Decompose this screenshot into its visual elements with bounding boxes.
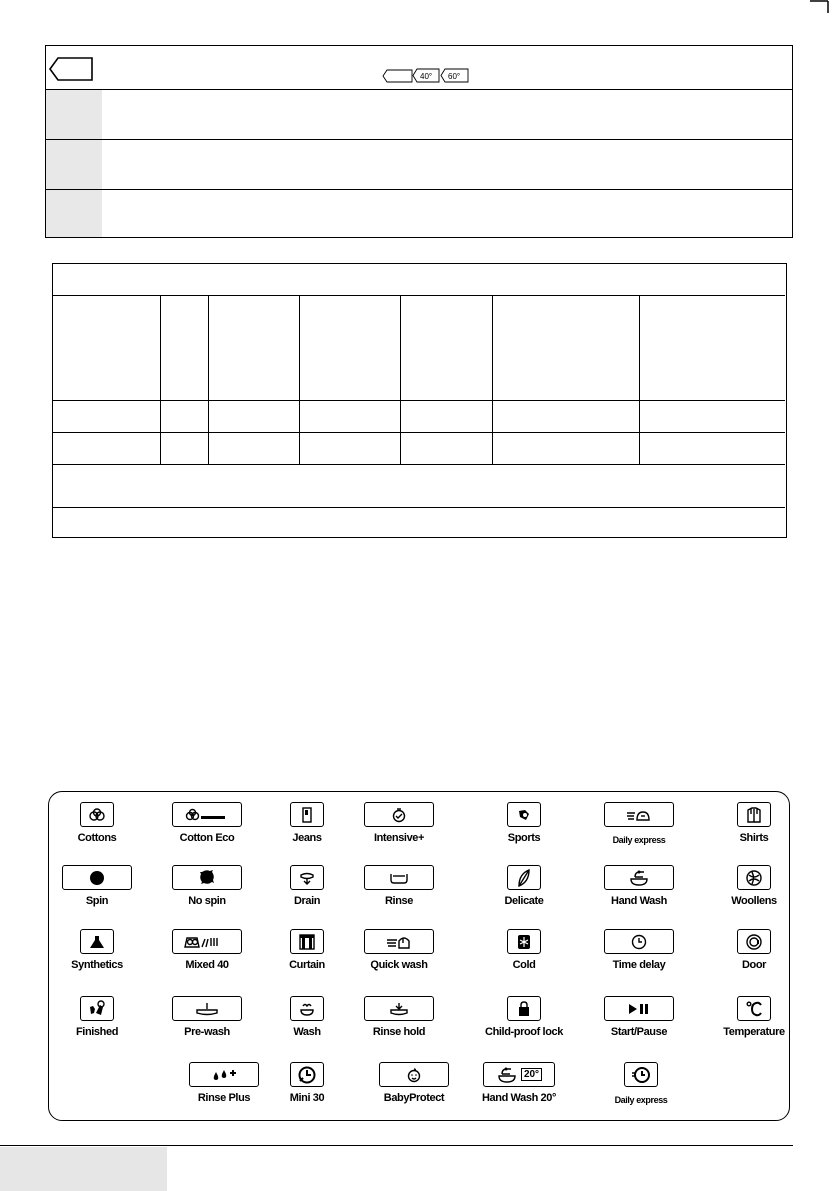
quick-wash-label: Quick wash bbox=[370, 959, 428, 971]
sports-symbol-box bbox=[507, 802, 541, 827]
quick-wash-symbol-box bbox=[364, 929, 434, 954]
woollens-symbol-box bbox=[737, 865, 771, 890]
symbol-daily-express-2 bbox=[581, 1062, 701, 1105]
rinse-symbol-box bbox=[364, 865, 434, 890]
cotton-eco-icon bbox=[185, 808, 229, 822]
woollens-label: Woollens bbox=[731, 895, 777, 907]
child-proof-lock-label: Child-proof lock bbox=[485, 1026, 563, 1038]
program-data-table bbox=[52, 263, 787, 538]
door-symbol-box bbox=[737, 929, 771, 954]
jeans-label: Jeans bbox=[292, 832, 322, 844]
spin-icon bbox=[88, 869, 106, 887]
wash-label: Wash bbox=[293, 1026, 321, 1038]
cottons-icon bbox=[87, 808, 107, 822]
symbol-shirts bbox=[694, 802, 814, 844]
hand-wash-icon bbox=[627, 869, 651, 887]
intensive-symbol-box bbox=[364, 802, 434, 827]
cold-label: Cold bbox=[512, 959, 536, 971]
delicate-icon bbox=[516, 868, 532, 888]
start-pause-label: Start/Pause bbox=[610, 1026, 668, 1038]
symbol-time-delay bbox=[579, 929, 699, 971]
symbol-intensive bbox=[339, 802, 459, 844]
curtain-symbol-box bbox=[290, 929, 324, 954]
curtain-label: Curtain bbox=[289, 959, 325, 971]
rinse-plus-icon bbox=[211, 1067, 237, 1083]
legend-row-1 bbox=[46, 46, 792, 90]
mixed-40-symbol-box bbox=[172, 929, 242, 954]
mini-30-symbol-box bbox=[290, 1062, 324, 1087]
shirts-icon bbox=[745, 806, 763, 824]
rinse-hold-symbol-box bbox=[364, 996, 434, 1021]
legend-table bbox=[45, 45, 793, 238]
daily-express-1-symbol-box bbox=[604, 802, 674, 827]
drain-label: Drain bbox=[293, 895, 321, 907]
time-delay-label: Time delay bbox=[612, 959, 666, 971]
page-corner-mark bbox=[808, 0, 830, 14]
temperature-60-label: 60° bbox=[448, 72, 461, 81]
child-lock-icon bbox=[517, 1000, 531, 1018]
footer-tab bbox=[0, 1147, 167, 1191]
symbol-mini-30 bbox=[247, 1062, 367, 1104]
daily-express-1-label: Daily express bbox=[612, 835, 666, 845]
symbol-quick-wash bbox=[339, 929, 459, 971]
symbol-sports bbox=[464, 802, 584, 844]
time-delay-symbol-box bbox=[604, 929, 674, 954]
temperature-tags-icon bbox=[382, 68, 472, 84]
spin-symbol-box bbox=[62, 865, 132, 890]
control-panel-symbols bbox=[48, 791, 790, 1121]
rinse-plus-label: Rinse Plus bbox=[197, 1092, 251, 1104]
woollens-icon bbox=[745, 869, 763, 887]
mini-30-icon bbox=[297, 1065, 317, 1085]
sports-icon bbox=[516, 807, 532, 823]
finished-label: Finished bbox=[75, 1026, 119, 1038]
start-pause-icon bbox=[626, 1002, 652, 1016]
mixed-40-icon bbox=[182, 934, 232, 950]
mini-30-label: Mini 30 bbox=[289, 1092, 325, 1104]
symbol-door bbox=[694, 929, 814, 971]
legend-row-4 bbox=[46, 190, 792, 237]
babyprotect-label: BabyProtect bbox=[383, 1092, 445, 1104]
rinse-label: Rinse bbox=[385, 895, 413, 907]
synthetics-icon bbox=[88, 934, 106, 950]
daily-express-clock-icon bbox=[630, 1065, 652, 1085]
babyprotect-icon bbox=[405, 1067, 423, 1083]
hand-wash-20-symbol-box bbox=[483, 1062, 555, 1087]
symbol-cold bbox=[464, 929, 584, 971]
delicate-symbol-box bbox=[507, 865, 541, 890]
symbol-child-proof-lock bbox=[464, 996, 584, 1038]
symbol-rinse-hold bbox=[339, 996, 459, 1038]
daily-express-2-label: Daily express bbox=[614, 1095, 668, 1105]
no-spin-label: No spin bbox=[188, 895, 226, 907]
no-spin-icon bbox=[197, 869, 217, 887]
symbol-temperature bbox=[694, 996, 814, 1038]
intensive-label: Intensive+ bbox=[373, 832, 425, 844]
finished-icon bbox=[87, 999, 107, 1019]
jeans-icon bbox=[301, 807, 313, 823]
symbol-hand-wash bbox=[579, 865, 699, 907]
hand-wash-label: Hand Wash bbox=[611, 895, 667, 907]
hand-wash-20-icon bbox=[496, 1066, 518, 1084]
synthetics-symbol-box bbox=[80, 929, 114, 954]
time-delay-icon bbox=[630, 933, 648, 951]
cold-icon bbox=[516, 933, 532, 951]
door-label: Door bbox=[741, 959, 767, 971]
child-proof-lock-symbol-box bbox=[507, 996, 541, 1021]
rinse-hold-label: Rinse hold bbox=[372, 1026, 426, 1038]
jeans-symbol-box bbox=[290, 802, 324, 827]
symbol-hand-wash-20 bbox=[459, 1062, 579, 1104]
shirts-label: Shirts bbox=[739, 832, 769, 844]
temperature-40-label: 40° bbox=[420, 72, 433, 81]
symbol-delicate bbox=[464, 865, 584, 907]
babyprotect-symbol-box bbox=[379, 1062, 449, 1087]
symbol-finished bbox=[37, 996, 157, 1038]
drain-symbol-box bbox=[290, 865, 324, 890]
hand-wash-symbol-box bbox=[604, 865, 674, 890]
daily-express-icon bbox=[625, 807, 653, 823]
cottons-label: Cottons bbox=[77, 832, 117, 844]
daily-express-2-symbol-box bbox=[624, 1062, 658, 1087]
drain-icon bbox=[299, 870, 315, 886]
rinse-hold-icon bbox=[388, 1001, 410, 1017]
symbol-cottons bbox=[37, 802, 157, 844]
symbol-daily-express-1 bbox=[579, 802, 699, 845]
finished-symbol-box bbox=[80, 996, 114, 1021]
symbol-start-pause bbox=[579, 996, 699, 1038]
pre-wash-label: Pre-wash bbox=[184, 1026, 230, 1038]
curtain-icon bbox=[298, 933, 316, 951]
symbol-woollens bbox=[694, 865, 814, 907]
hand-wash-20-label: Hand Wash 20° bbox=[482, 1092, 556, 1104]
intensive-icon bbox=[390, 807, 408, 823]
spin-label: Spin bbox=[85, 895, 109, 907]
start-pause-symbol-box bbox=[604, 996, 674, 1021]
shirts-symbol-box bbox=[737, 802, 771, 827]
door-icon bbox=[745, 933, 763, 951]
pre-wash-symbol-box bbox=[172, 996, 242, 1021]
symbol-babyprotect bbox=[354, 1062, 474, 1104]
delicate-label: Delicate bbox=[504, 895, 544, 907]
symbol-rinse bbox=[339, 865, 459, 907]
wash-symbol-box bbox=[290, 996, 324, 1021]
temperature-symbol-box bbox=[737, 996, 771, 1021]
temperature-icon bbox=[745, 1000, 763, 1018]
pre-wash-icon bbox=[193, 1001, 221, 1017]
legend-row-2 bbox=[46, 90, 792, 140]
cottons-symbol-box bbox=[80, 802, 114, 827]
tag-outline-icon bbox=[48, 54, 98, 84]
cold-symbol-box bbox=[507, 929, 541, 954]
cotton-eco-label: Cotton Eco bbox=[179, 832, 235, 844]
quick-wash-icon bbox=[384, 934, 414, 950]
symbol-synthetics bbox=[37, 929, 157, 971]
footer-rule bbox=[0, 1145, 793, 1146]
temperature-label: Temperature bbox=[723, 1026, 785, 1038]
synthetics-label: Synthetics bbox=[71, 959, 123, 971]
cotton-eco-symbol-box bbox=[172, 802, 242, 827]
rinse-icon bbox=[388, 871, 410, 885]
badge-label: 20° bbox=[521, 1068, 542, 1081]
wash-icon bbox=[298, 1001, 316, 1017]
mixed-40-label: Mixed 40 bbox=[185, 959, 229, 971]
sports-label: Sports bbox=[507, 832, 541, 844]
legend-row-3 bbox=[46, 140, 792, 190]
symbol-spin bbox=[37, 865, 157, 907]
no-spin-symbol-box bbox=[172, 865, 242, 890]
